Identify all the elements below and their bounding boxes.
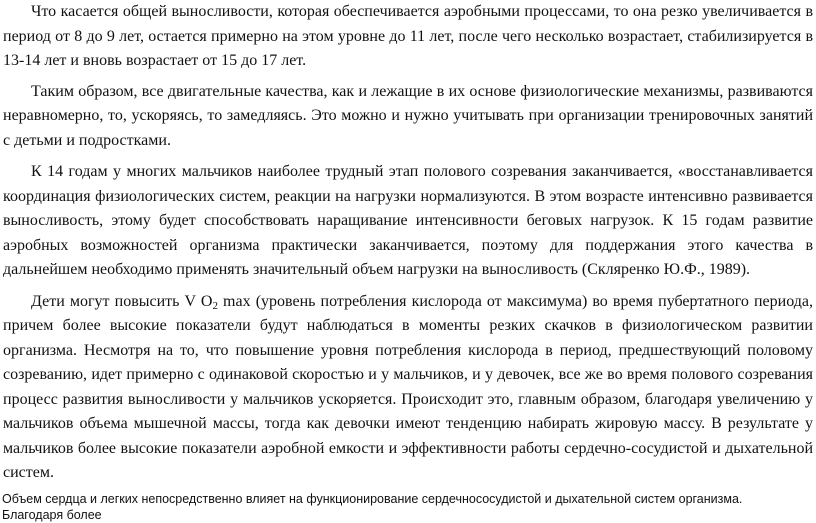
vo2-text-before: Дети могут повысить V O — [31, 292, 213, 310]
vo2-subscript: 2 — [212, 299, 218, 312]
paragraph-endurance-ages: Что касается общей выносливости, которая обеспечивается аэробными процессами, то она резко увеличивается в период от 8 до 9 лет, остается примерно на этом уровне до 11 лет, после чего несколько возрастает, стабилизируется в 13-14 лет и вновь возрастает от 15 до 17 лет. — [3, 3, 813, 69]
footer-paragraph-heart-lungs: Объем сердца и легких непосредственно влияет на функционирование сердечнососудистой и дыхательной систем организма. Благодаря более — [2, 491, 743, 522]
paragraph-age-14-puberty: К 14 годам у многих мальчиков наиболее трудный этап полового созревания заканчивается, «восстанавливается координация физиологических систем, реакции на нагрузки нормализуются. В этом возрасте интенсивно развивается выносливость, этому будет способствовать наращивание интенсивности беговых нагрузок. К 15 годам развитие аэробных возможностей организма практически заканчивается, поэтому для поддержания этого качества в дальнейшем необходимо применять значительный объем нагрузки на выносливость (Скляренко Ю.Ф., 1989). — [3, 163, 813, 278]
vo2-text-after: max (уровень потребления кислорода от максимума) во время пубертатного периода, причем более высокие показатели будут наблюдаться в моменты резких скачков в физиологическом развитии организма. Несмотря на то, что повышение уровня потребления кислорода в период, предшествующий половому созреванию, идет примерно с одинаковой скоростью и у мальчиков, и у девочек, все же во время полового созревания процесс развития выносливости у мальчиков ускоряется. Происходит это, главным образом, благодаря увеличению у мальчиков объема мышечной массы, тогда как девочки имеют тенденцию набирать жировую массу. В результате у мальчиков более высокие показатели аэробной емкости и эффективности работы сердечно-сосудистой и дыхательной систем. — [3, 292, 814, 481]
paragraph-uneven-development: Таким образом, все двигательные качества, как и лежащие в их основе физиологические механизмы, развиваются неравномерно, то, ускоряясь, то замедляясь. Это можно и нужно учитывать при организации тренировочных занятий с детьми и подростками. — [3, 82, 813, 149]
paragraph-vo2-max — [0, 290, 816, 486]
